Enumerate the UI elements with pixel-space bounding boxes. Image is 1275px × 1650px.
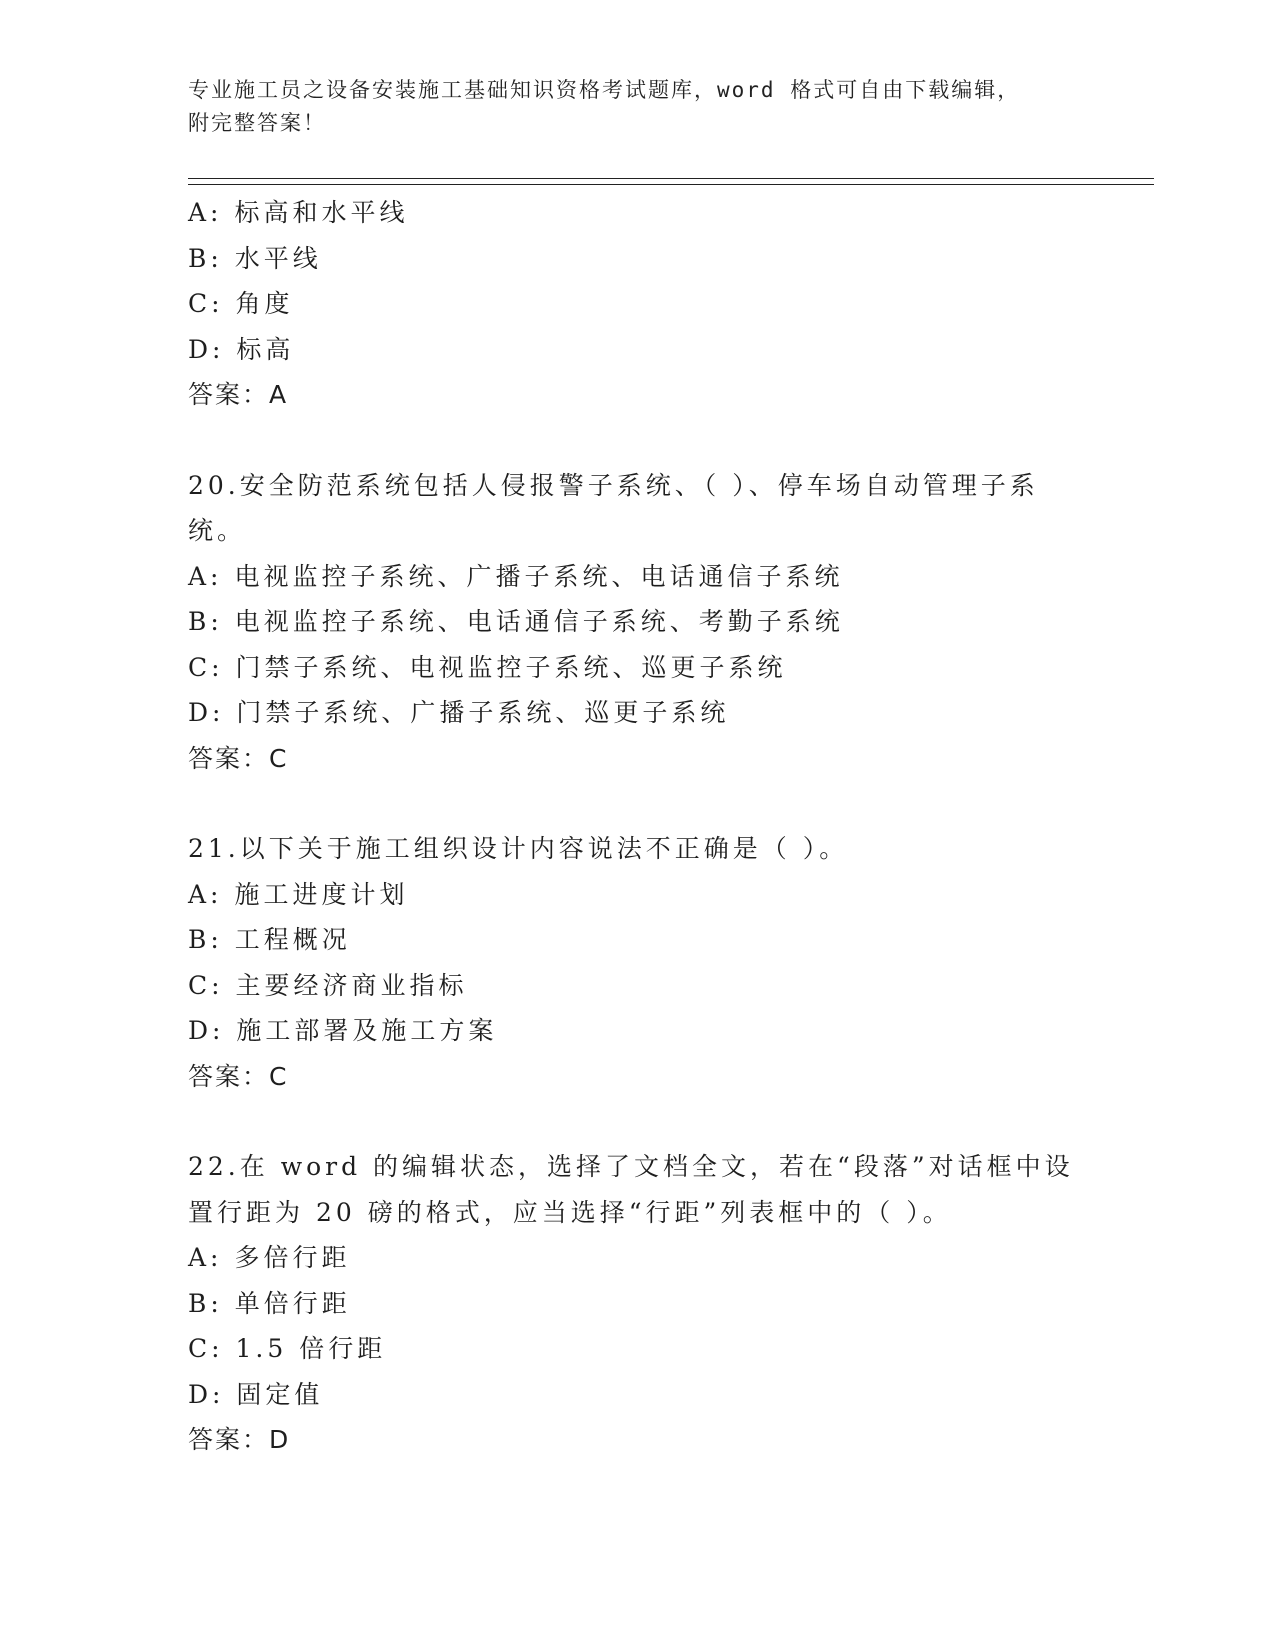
- option-c: C: 1.5 倍行距: [188, 1334, 387, 1363]
- answer-line: 答案：D: [188, 1425, 291, 1454]
- question-19-continued: [188, 190, 1088, 418]
- option-a: A: 施工进度计划: [188, 879, 409, 909]
- header-line-2: 附完整答案！: [188, 111, 326, 135]
- option-a: A: 电视监控子系统、广播子系统、电话通信子系统: [188, 561, 844, 591]
- header-line-1: 专业施工员之设备安装施工基础知识资格考试题库，word 格式可自由下载编辑，: [188, 78, 1021, 102]
- question-22: [188, 1144, 1088, 1463]
- answer-line: 答案：C: [188, 1061, 289, 1091]
- question-stem-cont: 统。: [188, 516, 247, 545]
- answer-line: 答案：C: [188, 743, 289, 773]
- page-header: [188, 74, 1068, 140]
- question-stem: 20.安全防范系统包括人侵报警子系统、（ ）、停车场自动管理子系: [188, 470, 1039, 500]
- header-divider: [188, 178, 1154, 185]
- question-stem: 21.以下关于施工组织设计内容说法不正确是（ ）。: [188, 834, 849, 863]
- question-stem: 22.在 word 的编辑状态，选择了文档全文，若在“段落”对话框中设: [188, 1152, 1074, 1181]
- option-d: D: 施工部署及施工方案: [188, 1016, 498, 1045]
- option-b: B: 水平线: [188, 243, 322, 273]
- option-c: C: 门禁子系统、电视监控子系统、巡更子系统: [188, 652, 787, 682]
- option-d: D: 门禁子系统、广播子系统、巡更子系统: [188, 698, 730, 727]
- document-body: [188, 190, 1088, 1463]
- answer-line: 答案：A: [188, 380, 289, 409]
- option-a: A: 多倍行距: [188, 1243, 351, 1272]
- option-b: B: 工程概况: [188, 925, 351, 954]
- question-21: [188, 826, 1088, 1099]
- option-c: C: 主要经济商业指标: [188, 970, 468, 1000]
- question-20: [188, 463, 1088, 782]
- option-a: A: 标高和水平线: [188, 198, 409, 227]
- option-b: B: 电视监控子系统、电话通信子系统、考勤子系统: [188, 607, 844, 636]
- option-d: D: 标高: [188, 334, 295, 364]
- option-b: B: 单倍行距: [188, 1288, 351, 1318]
- option-c: C: 角度: [188, 289, 294, 318]
- question-stem-cont: 置行距为 20 磅的格式，应当选择“行距”列表框中的（ ）。: [188, 1197, 952, 1227]
- option-d: D: 固定值: [188, 1379, 324, 1409]
